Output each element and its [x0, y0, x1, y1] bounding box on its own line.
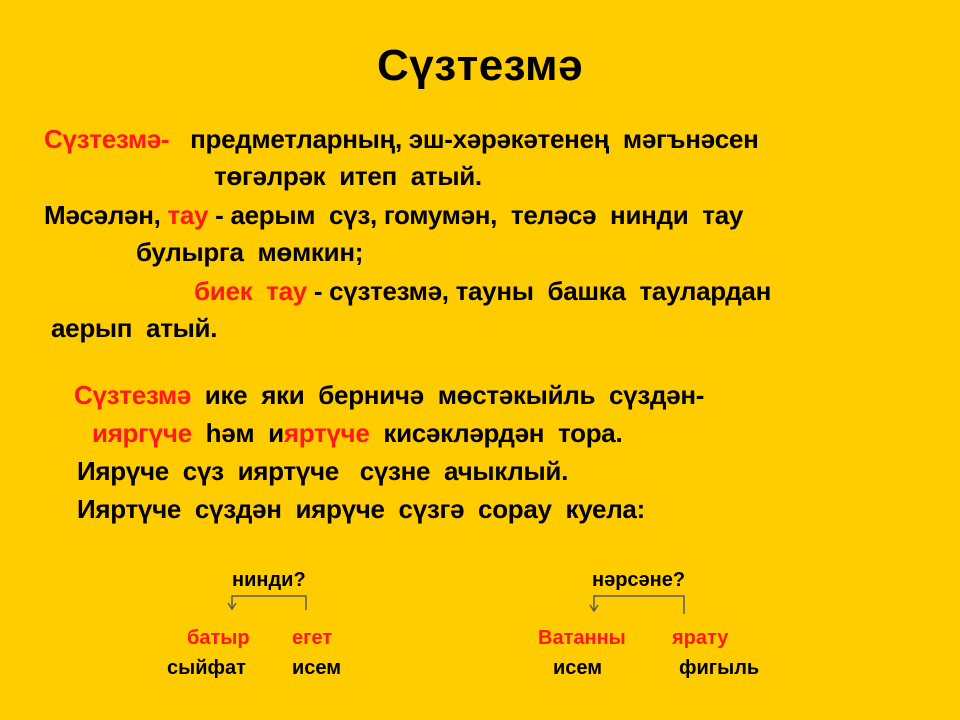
- diagram-left-head-pos: исем: [292, 657, 342, 679]
- slide-title: Сүзтезмә: [377, 41, 583, 90]
- diagram-left-dependent: батыр: [187, 627, 250, 649]
- example-line-1: Мәсәлән, тау - аерым сүз, гомумән, теләсә нинди тау: [44, 200, 744, 230]
- diagram-right-head: ярату: [672, 627, 729, 649]
- definition-line-2: төгәлрәк итеп атый.: [214, 161, 482, 191]
- structure-line-4: Ияртүче сүздән иярүче сүзгә сорау куела:: [77, 494, 645, 524]
- example-phrase-biek-tau: биек тау: [194, 276, 307, 306]
- example-line-2: булырга мөмкин;: [136, 237, 364, 267]
- structure-line-3: Иярүче сүз ияртүче сүзне ачыклый.: [77, 456, 569, 486]
- diagram-left-dependent-pos: сыйфат: [167, 657, 246, 679]
- definition-text: предметларның, эш-хәрәкәтенең мәгънәсен: [190, 124, 759, 154]
- example-line-3: биек тау - сүзтезмә, тауны башка таулардан: [194, 276, 771, 306]
- term-suztezma: Сүзтезмә-: [44, 124, 170, 154]
- diagram-right-head-pos: фигыль: [679, 657, 760, 679]
- example-word-tau: тау: [167, 200, 209, 230]
- diagram-left-head: егет: [292, 627, 333, 649]
- diagram-right-dependent-pos: исем: [553, 657, 603, 679]
- definition-line-1: [44, 126, 758, 152]
- diagram-left-question: нинди?: [232, 569, 306, 591]
- diagram-right-arrow: [584, 590, 694, 614]
- diagram-right-question: нәрсәне?: [592, 569, 686, 591]
- term-iyaruche: ияргүче: [92, 418, 192, 448]
- structure-line-2: ияргүче һәм ияртүче кисәкләрдән тора.: [92, 418, 623, 448]
- term-suztezma-2: Сүзтезмә: [74, 380, 191, 410]
- structure-line-1: Сүзтезмә ике яки берничә мөстәкыйль сүздән-: [74, 380, 705, 410]
- example-line-4: аерып атый.: [51, 313, 218, 343]
- diagram-right-dependent: Ватанны: [538, 627, 626, 649]
- diagram-left-arrow: [222, 590, 312, 610]
- term-iyartuche: яртүче: [283, 418, 370, 448]
